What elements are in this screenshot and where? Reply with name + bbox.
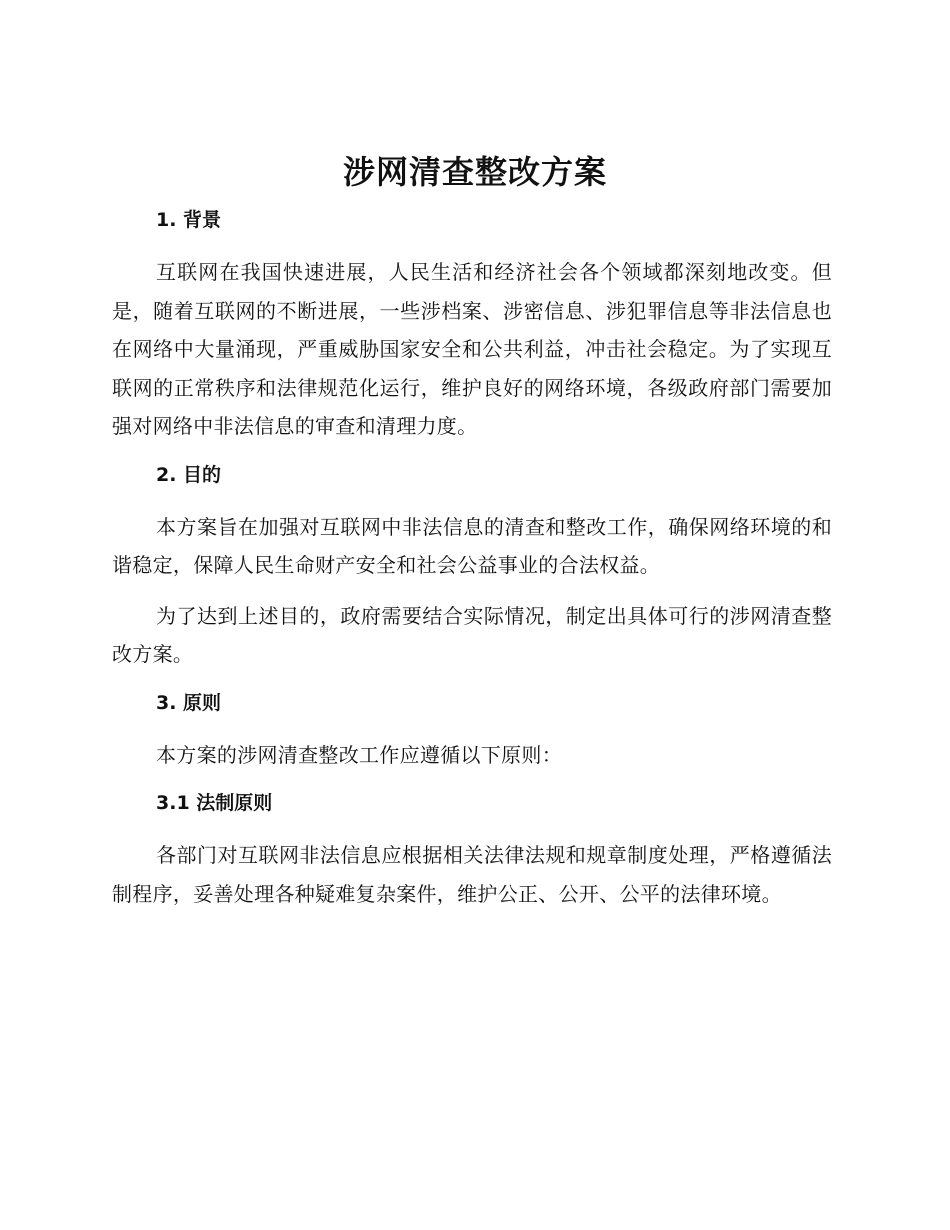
- section-heading-purpose: 2. 目的: [156, 463, 222, 486]
- section-heading-principles: 3. 原则: [156, 691, 222, 714]
- background-paragraph: 互联网在我国快速进展，人民生活和经济社会各个领域都深刻地改变。但是，随着互联网的不断进展，一些涉档案、涉密信息、涉犯罪信息等非法信息也在网络中大量涌现，严重威胁国家安全和公共利益，冲击社会稳定。为了实现互联网的正常秩序和法律规范化运行，维护良好的网络环境，各级政府部门需要加强对网络中非法信息的审查和清理力度。: [112, 260, 832, 438]
- purpose-paragraph-2: 为了达到上述目的，政府需要结合实际情况，制定出具体可行的涉网清查整改方案。: [112, 603, 832, 666]
- section-heading-background: 1. 背景: [156, 209, 222, 231]
- purpose-paragraph-1: 本方案旨在加强对互联网中非法信息的清查和整改工作，确保网络环境的和谐稳定，保障人民生命财产安全和社会公益事业的合法权益。: [112, 514, 832, 577]
- section-heading-legal-principle: 3.1 法制原则: [156, 792, 273, 814]
- principles-intro: 本方案的涉网清查整改工作应遵循以下原则：: [156, 742, 562, 767]
- document-title: 涉网清查整改方案: [342, 153, 607, 191]
- legal-principle-paragraph: 各部门对互联网非法信息应根据相关法律法规和规章制度处理，严格遵循法制程序，妥善处理各种疑难复杂案件，维护公正、公开、公平的法律环境。: [112, 843, 832, 906]
- document-body: [112, 200, 832, 913]
